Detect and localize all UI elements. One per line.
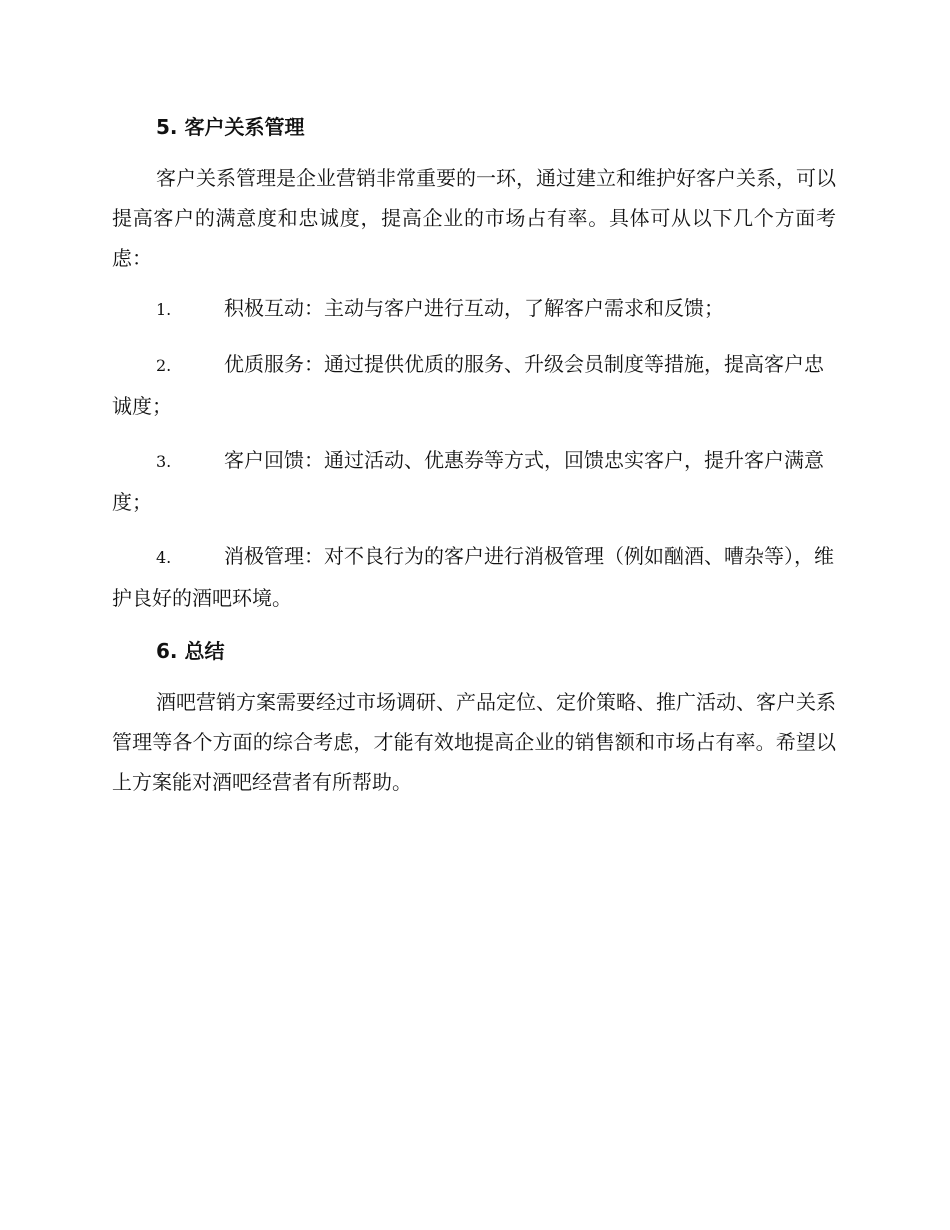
list-item bbox=[112, 440, 836, 522]
list-item-text: 消极管理：对不良行为的客户进行消极管理（例如酗酒、嘈杂等），维护良好的酒吧环境。 bbox=[112, 544, 834, 610]
list-item-text: 客户回馈：通过活动、优惠券等方式，回馈忠实客户，提升客户满意度； bbox=[112, 448, 824, 514]
list-item bbox=[112, 288, 836, 330]
list-item-number: 1. bbox=[156, 300, 172, 319]
section-6-heading: 6. 总结 bbox=[156, 639, 225, 663]
list-item-number: 4. bbox=[156, 548, 172, 567]
list-item bbox=[112, 344, 836, 426]
section-6-body: 酒吧营销方案需要经过市场调研、产品定位、定价策略、推广活动、客户关系管理等各个方面的综合考虑，才能有效地提高企业的销售额和市场占有率。希望以上方案能对酒吧经营者有所帮助。 bbox=[112, 690, 836, 794]
list-item-number: 2. bbox=[156, 356, 172, 375]
list-item bbox=[112, 536, 836, 618]
list-item-text: 优质服务：通过提供优质的服务、升级会员制度等措施，提高客户忠诚度； bbox=[112, 352, 824, 418]
list-item-text: 积极互动：主动与客户进行互动，了解客户需求和反馈； bbox=[224, 296, 724, 320]
section-5-intro: 客户关系管理是企业营销非常重要的一环，通过建立和维护好客户关系，可以提高客户的满意度和忠诚度，提高企业的市场占有率。具体可从以下几个方面考虑： bbox=[112, 166, 836, 270]
document-content bbox=[112, 108, 836, 812]
list-item-number: 3. bbox=[156, 452, 172, 471]
section-5-heading: 5. 客户关系管理 bbox=[156, 115, 305, 139]
